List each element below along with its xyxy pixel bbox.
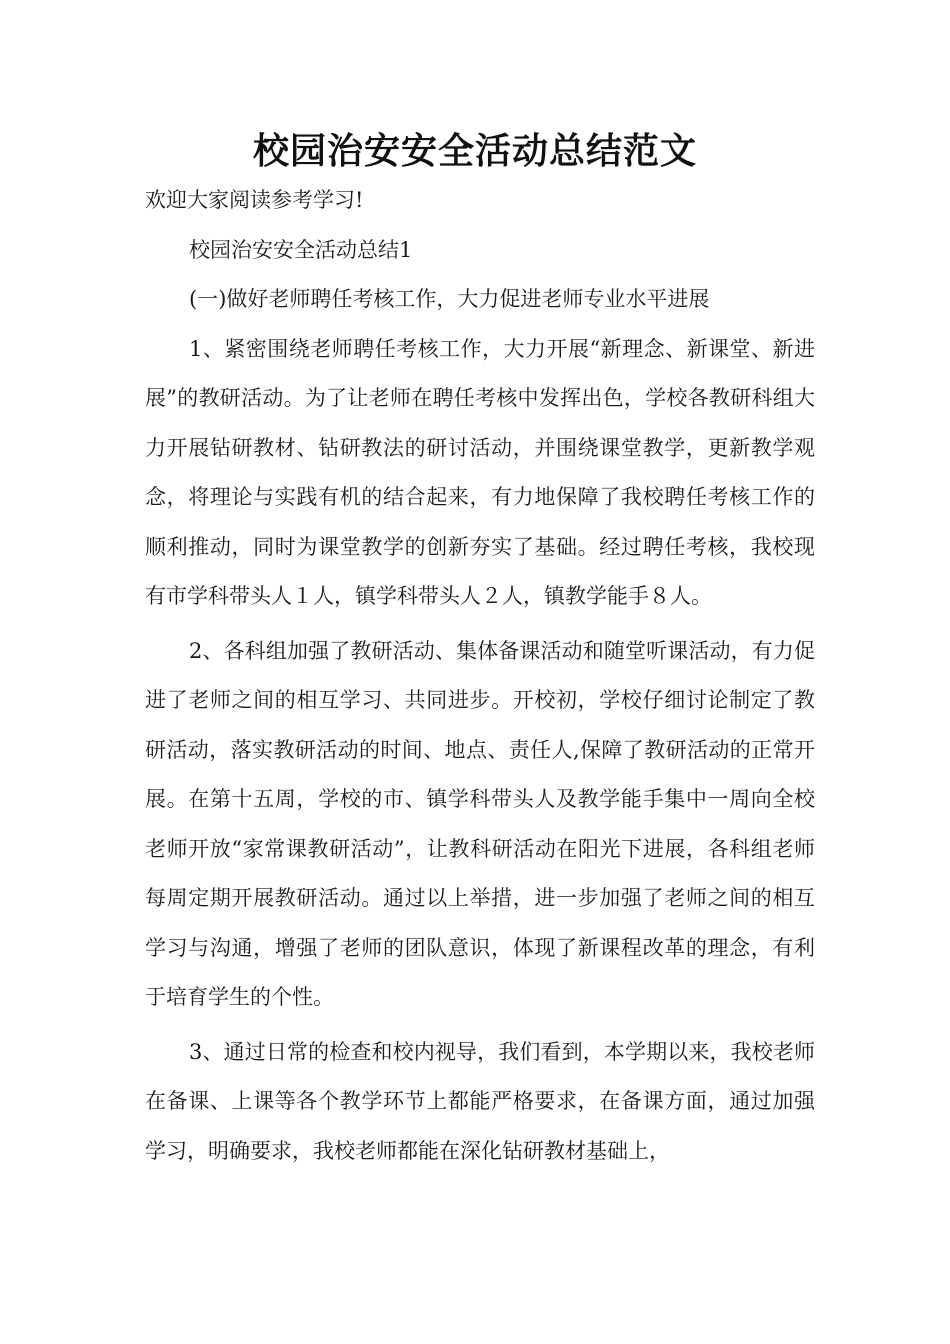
intro-line: 欢迎大家阅读参考学习! [145, 188, 364, 212]
subheading: (一)做好老师聘任考核工作，大力促进老师专业水平进展 [189, 287, 710, 311]
paragraph: 1、紧密围绕老师聘任考核工作，大力开展“新理念、新课堂、新进展”的教研活动。为了让老师在聘任考核中发挥出色，学校各教研科组大力开展钻研教材、钻研教法的研讨活动，并围绕课堂教学，更新教学观念，将理论与实践有机的结合起来，有力地保障了我校聘任考核工作的顺利推动，同时为课堂教学的创新夯实了基础。经过聘任考核，我校现有市学科带头人１人，镇学科带头人２人，镇教学能手８人。 [145, 336, 815, 608]
document-body [145, 176, 815, 1176]
paragraph: 3、通过日常的检查和校内视导，我们看到，本学期以来，我校老师在备课、上课等各个教学环节上都能严格要求，在备课方面，通过加强学习，明确要求，我校老师都能在深化钻研教材基础上， [145, 1039, 815, 1163]
document-title: 校园治安安全活动总结范文 [252, 131, 697, 172]
paragraph: 2、各科组加强了教研活动、集体备课活动和随堂听课活动，有力促进了老师之间的相互学习、共同进步。开校初，学校仔细讨论制定了教研活动，落实教研活动的时间、地点、责任人,保障了教研活动的正常开展。在第十五周，学校的市、镇学科带头人及教学能手集中一周向全校老师开放“家常课教研活动”，让教科研活动在阳光下进展，各科组老师每周定期开展教研活动。通过以上举措，进一步加强了老师之间的相互学习与沟通，增强了老师的团队意识，体现了新课程改革的理念，有利于培育学生的个性。 [145, 638, 815, 1009]
section-heading: 校园治安安全活动总结1 [189, 237, 413, 262]
